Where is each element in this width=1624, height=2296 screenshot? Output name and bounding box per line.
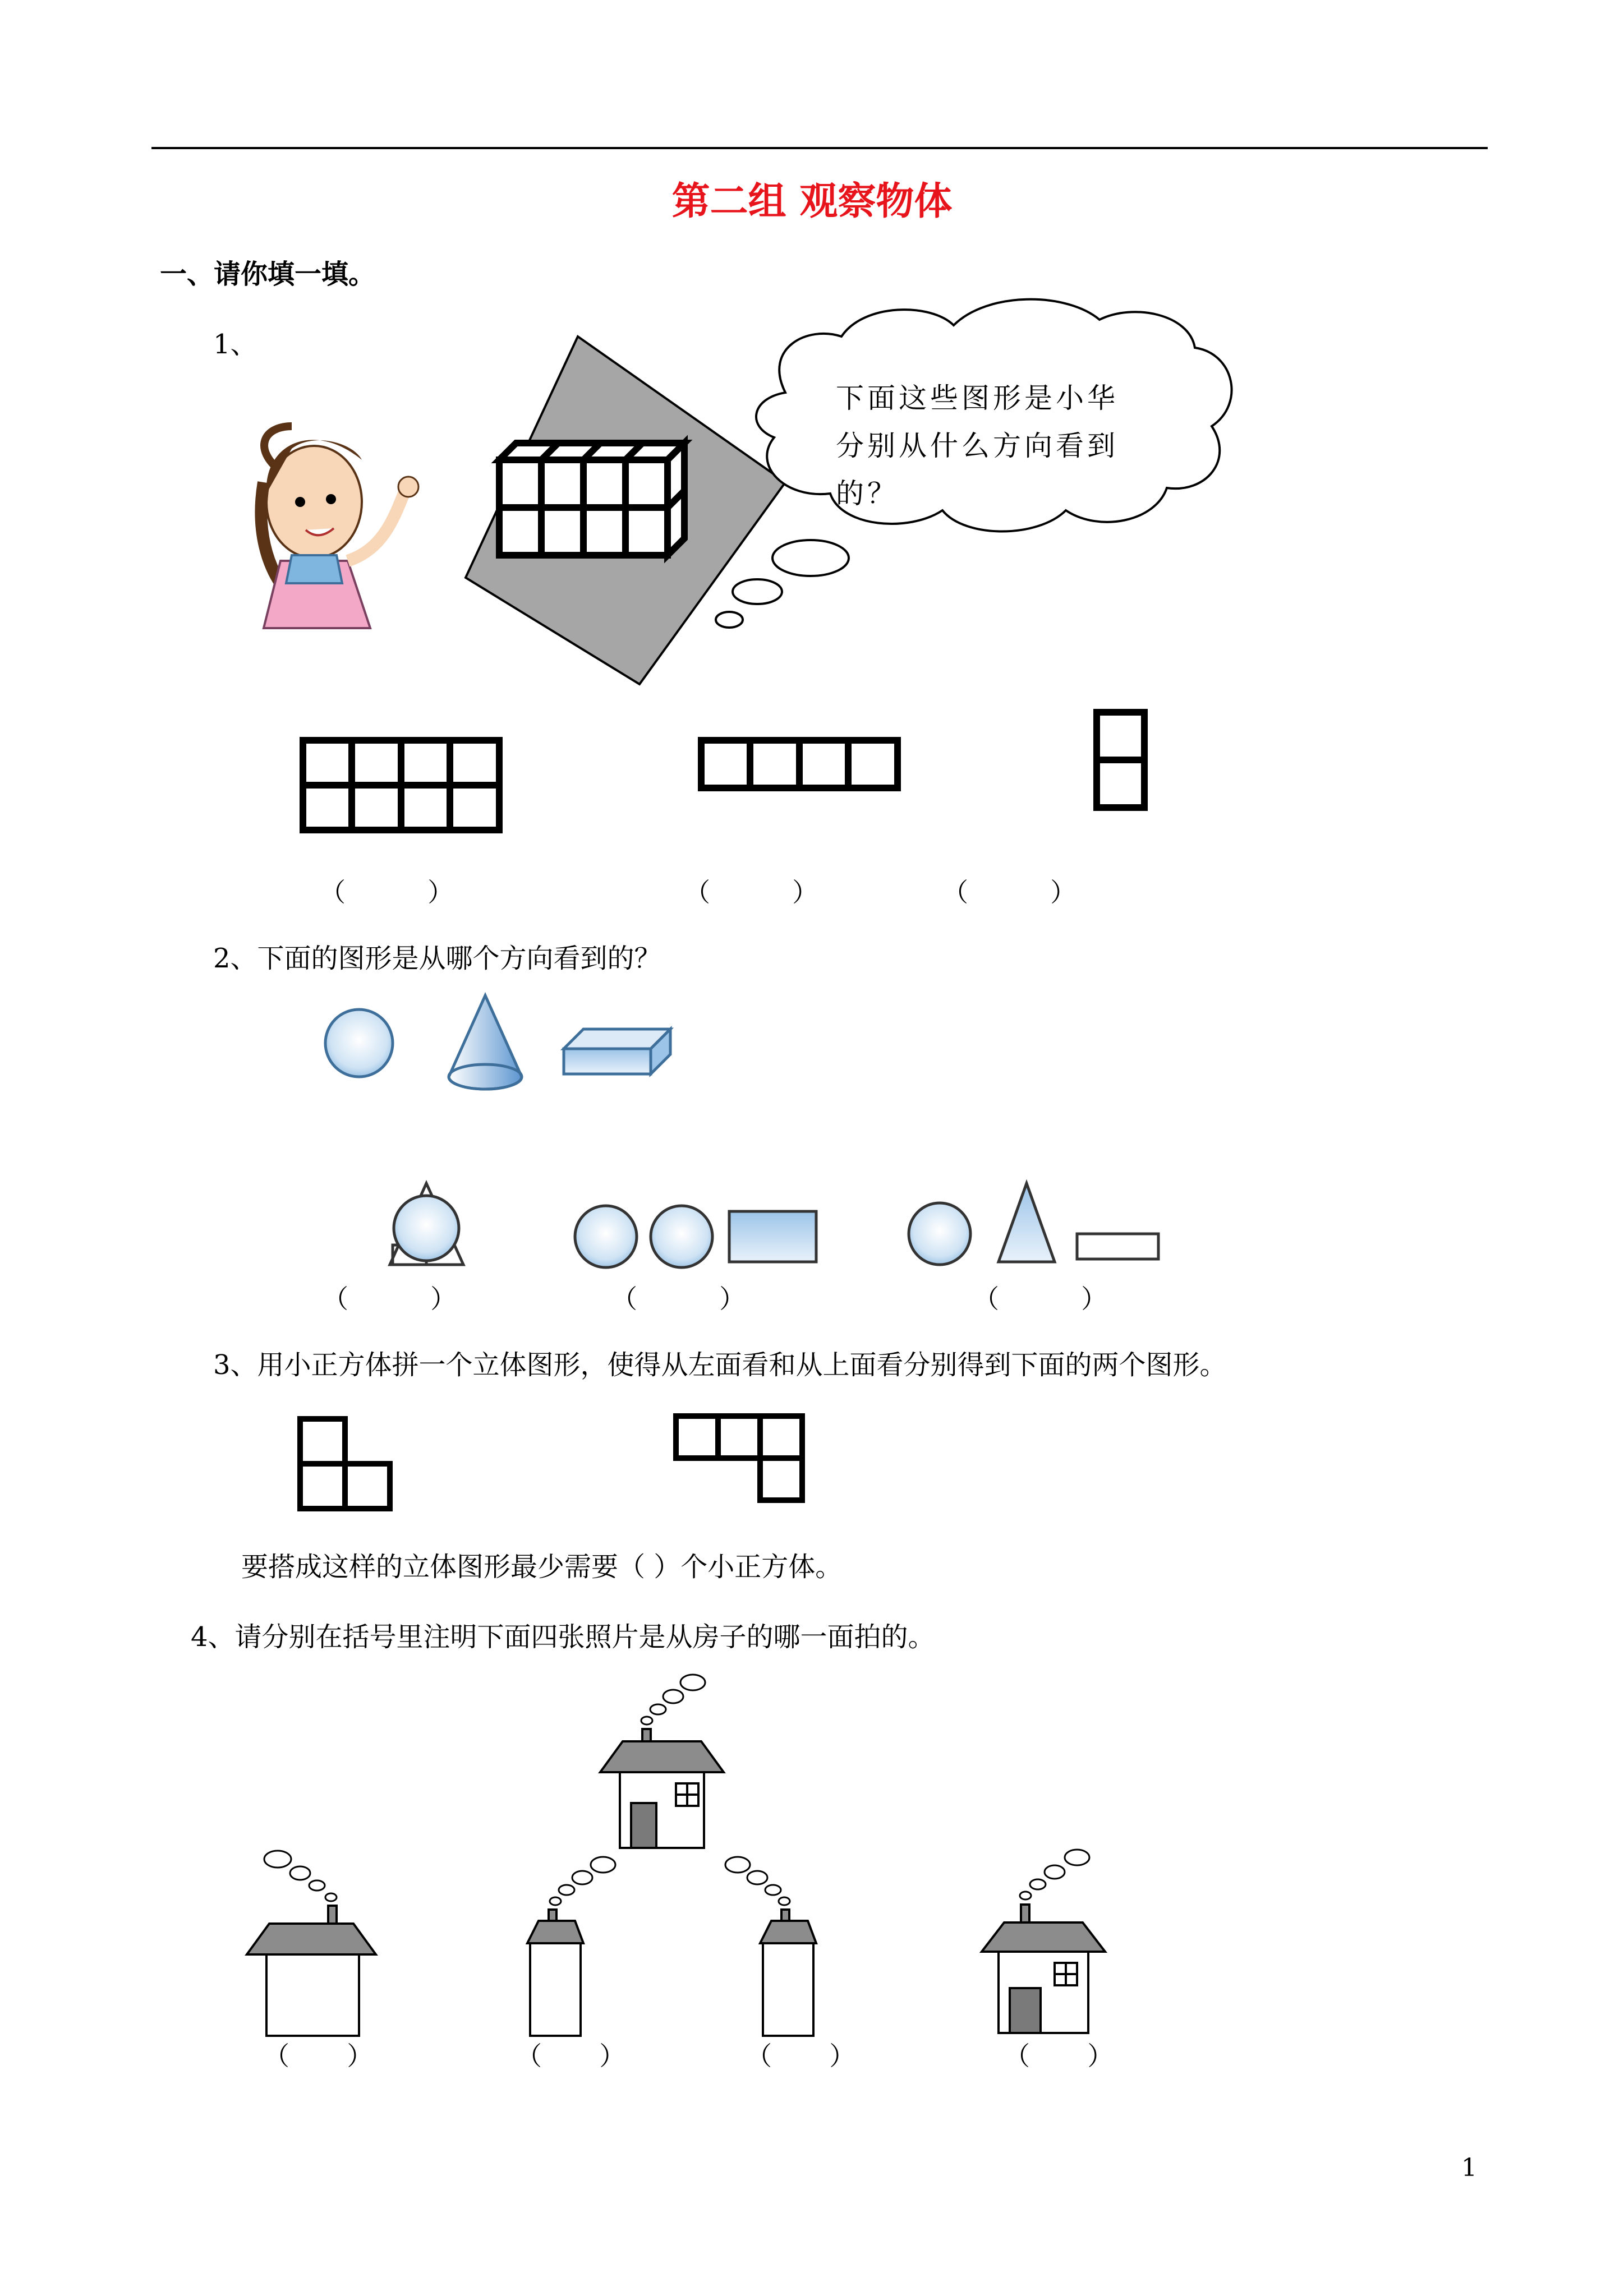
section-heading: 一、请你填一填。 (160, 259, 376, 290)
view-1x4-grid (701, 740, 898, 788)
q1-answer-blank-3[interactable]: （ ） (942, 877, 1076, 907)
q2-answer-blank-2[interactable]: （ ） (611, 1284, 746, 1314)
view-circles-rect (575, 1206, 816, 1267)
q1-number: 1、 (213, 329, 257, 360)
cuboid-solid (564, 1029, 670, 1074)
house-front-plain (247, 1851, 376, 2036)
q3-answer-line: 要搭成这样的立体图形最少需要（ ）个小正方体。 (241, 1551, 843, 1583)
top-view-shape (676, 1416, 802, 1500)
house-front-door (982, 1850, 1105, 2033)
q4-answer-blank-4[interactable]: （ ） (1004, 2041, 1114, 2071)
house-side-right (725, 1857, 816, 2036)
q3-prompt: 3、用小正方体拼一个立体图形，使得从左面看和从上面看分别得到下面的两个图形。 (213, 1349, 1227, 1381)
house-top-center (600, 1675, 724, 1848)
q1-answer-blank-1[interactable]: （ ） (320, 877, 454, 907)
q4-answer-blank-1[interactable]: （ ） (264, 2041, 373, 2071)
q4-answer-blank-2[interactable]: （ ） (516, 2041, 625, 2071)
q2-answer-blank-3[interactable]: （ ） (973, 1284, 1107, 1314)
q2-prompt: 2、下面的图形是从哪个方向看到的？ (213, 943, 661, 974)
left-view-shape (300, 1419, 390, 1509)
page-number: 1 (1461, 2154, 1477, 2182)
sphere-solid (325, 1009, 393, 1077)
cone-solid (449, 995, 522, 1089)
speech-line-2: 分别从什么方向看到 (836, 430, 1119, 462)
speech-line-3: 的？ (836, 477, 899, 510)
view-2x1-grid (1097, 712, 1144, 808)
view-cone-sphere-stack (390, 1183, 463, 1265)
house-side-left (527, 1857, 615, 2036)
q2-answer-blank-1[interactable]: （ ） (323, 1284, 457, 1314)
q4-prompt: 4、请分别在括号里注明下面四张照片是从房子的哪一面拍的。 (191, 1621, 935, 1653)
view-2x4-grid (303, 740, 499, 830)
girl-illustration (261, 426, 418, 628)
view-circle-triangle-rect (909, 1183, 1158, 1265)
page-title: 第二组 观察物体 (671, 179, 953, 224)
q1-answer-blank-2[interactable]: （ ） (684, 877, 818, 907)
q4-answer-blank-3[interactable]: （ ） (746, 2041, 855, 2071)
cuboid-3d-illustration (499, 443, 684, 555)
speech-line-1: 下面这些图形是小华 (836, 382, 1119, 414)
